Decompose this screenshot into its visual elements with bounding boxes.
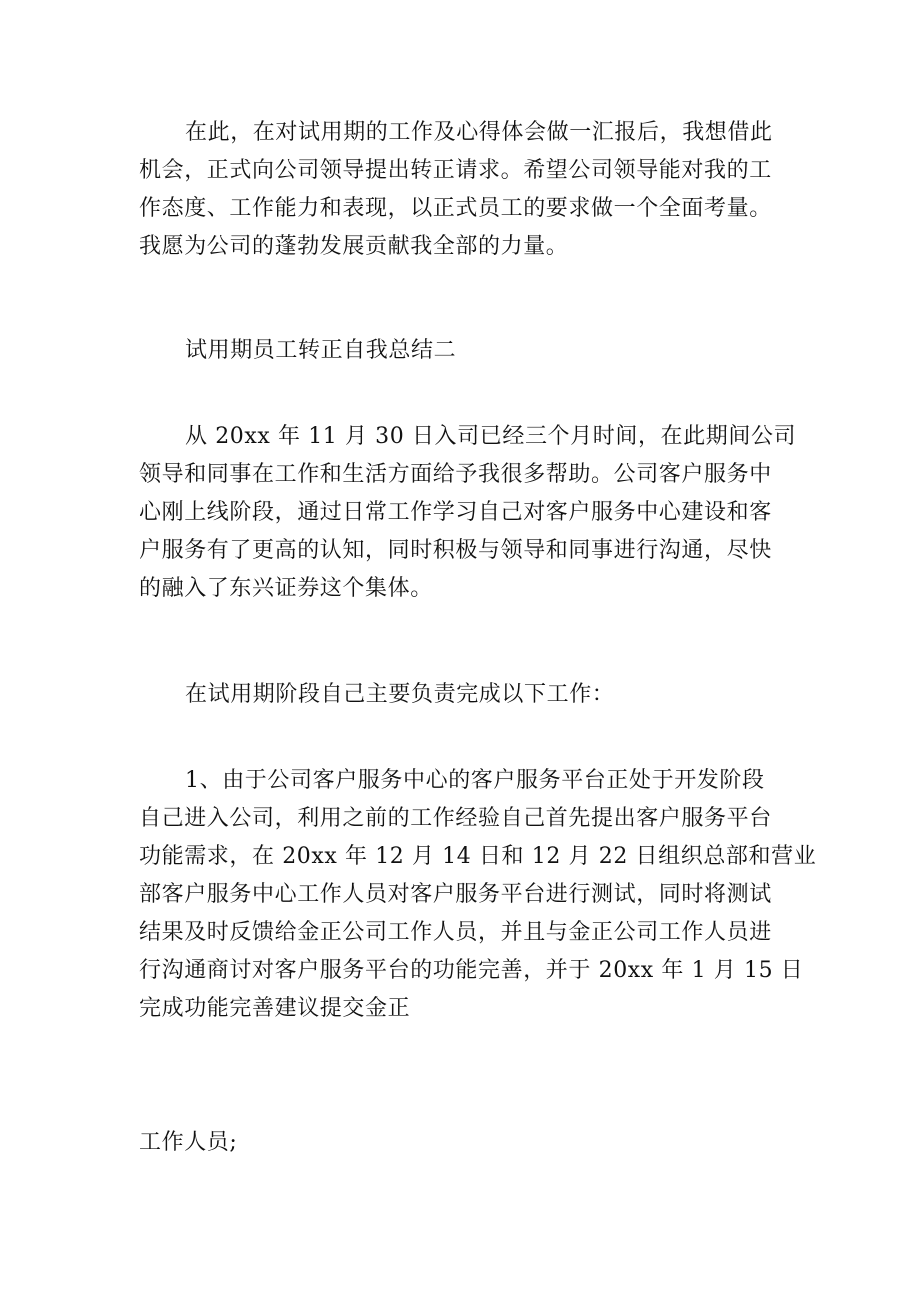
text-line: 作态度、工作能力和表现，以正式员工的要求做一个全面考量。 [139, 196, 772, 221]
text-line: 自己进入公司，利用之前的工作经验自己首先提出客户服务平台 [139, 806, 772, 831]
text-line: 户服务有了更高的认知，同时积极与领导和同事进行沟通，尽快 [139, 538, 772, 563]
text-line: 从 20xx 年 11 月 30 日入司已经三个月时间，在此期间公司 [185, 424, 797, 449]
text-line: 1、由于公司客户服务中心的客户服务平台正处于开发阶段 [185, 768, 765, 793]
text-line: 领导和同事在工作和生活方面给予我很多帮助。公司客户服务中 [139, 462, 772, 487]
text-line: 功能需求，在 20xx 年 12 月 14 日和 12 月 22 日组织总部和营业 [139, 844, 817, 869]
text-line: 机会，正式向公司领导提出转正请求。希望公司领导能对我的工 [139, 158, 772, 183]
paragraph-continuation [139, 1124, 789, 1162]
text-line: 完成功能完善建议提交金正 [139, 996, 411, 1021]
paragraph-work-item-1 [139, 762, 817, 1028]
text-line: 工作人员; [139, 1130, 238, 1155]
text-line: 在试用期阶段自己主要负责完成以下工作： [185, 682, 615, 707]
text-line: 行沟通商讨对客户服务平台的功能完善，并于 20xx 年 1 月 15 日 [139, 958, 804, 983]
text-line: 结果及时反馈给金正公司工作人员，并且与金正公司工作人员进 [139, 920, 772, 945]
text-line: 的融入了东兴证券这个集体。 [139, 576, 433, 601]
paragraph-work-list-intro [139, 676, 789, 714]
heading-line: 试用期员工转正自我总结二 [185, 338, 457, 363]
section-heading [139, 332, 789, 370]
paragraph-intro [139, 418, 797, 608]
text-line: 我愿为公司的蓬勃发展贡献我全部的力量。 [139, 234, 569, 259]
text-line: 在此，在对试用期的工作及心得体会做一汇报后，我想借此 [185, 120, 773, 145]
paragraph-request-for-regularization [139, 114, 789, 266]
text-line: 部客户服务中心工作人员对客户服务平台进行测试，同时将测试 [139, 882, 772, 907]
text-line: 心刚上线阶段，通过日常工作学习自己对客户服务中心建设和客 [139, 500, 772, 525]
